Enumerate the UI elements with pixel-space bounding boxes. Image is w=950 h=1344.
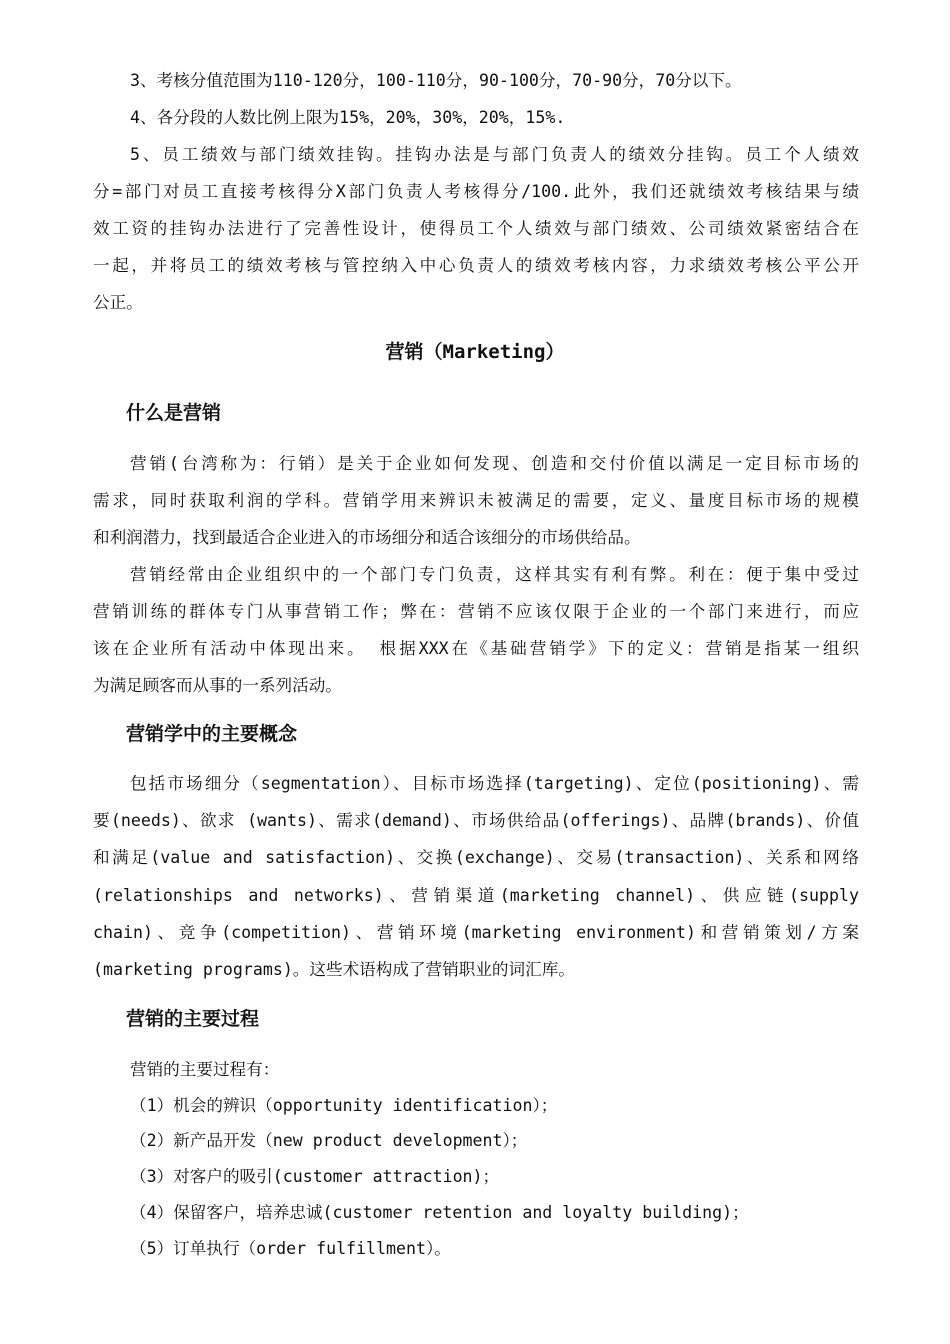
criteria-item-5-line: 效工资的挂钩办法进行了完善性设计，使得员工个人绩效与部门绩效、公司绩效紧密结合在 — [93, 219, 859, 238]
paragraph-line: 和利润潜力，找到最适合企业进入的市场细分和适合该细分的市场供给品。 — [93, 528, 641, 547]
paragraph-line: 包括市场细分（segmentation）、目标市场选择(targeting)、定位(positioning)、需 — [130, 774, 859, 793]
criteria-item-5-line: 一起，并将员工的绩效考核与管控纳入中心负责人的绩效考核内容，力求绩效考核公平公开 — [93, 256, 859, 275]
process-list-item: （4）保留客户，培养忠诚(customer retention and loyalty building)； — [130, 1203, 749, 1222]
paragraph-line: (marketing programs)。这些术语构成了营销职业的词汇库。 — [93, 960, 575, 979]
process-list-item: （5）订单执行（order fulfillment）。 — [130, 1239, 451, 1258]
process-list-item: （2）新产品开发（new product development）； — [130, 1131, 528, 1150]
paragraph-line: 和满足(value and satisfaction)、交换(exchange)、交易(transaction)、关系和网络 — [93, 848, 859, 867]
paragraph-line: 该在企业所有活动中体现出来。 根据XXX在《基础营销学》下的定义：营销是指某一组织 — [93, 639, 859, 658]
paragraph-line: 要(needs)、欲求 (wants)、需求(demand)、市场供给品(offerings)、品牌(brands)、价值 — [93, 811, 859, 830]
heading-main-process: 营销的主要过程 — [126, 1008, 260, 1030]
paragraph-line: chain)、竞争(competition)、营销环境(marketing environment)和营销策划/方案 — [93, 923, 859, 942]
criteria-item-5-line: 5、员工绩效与部门绩效挂钩。挂钩办法是与部门负责人的绩效分挂钩。员工个人绩效 — [130, 145, 859, 164]
process-list-item: （3）对客户的吸引(customer attraction)； — [130, 1167, 500, 1186]
paragraph-line: 需求，同时获取利润的学科。营销学用来辨识未被满足的需要，定义、量度目标市场的规模 — [93, 491, 859, 510]
paragraph-line: 为满足顾客而从事的一系列活动。 — [93, 676, 342, 695]
criteria-item-5-line: 公正。 — [93, 293, 143, 312]
process-list-item: （1）机会的辨识（opportunity identification）； — [130, 1096, 558, 1115]
paragraph-line: (relationships and networks)、营销渠道(marketing channel)、供应链(supply — [93, 886, 859, 905]
heading-what-is-marketing: 什么是营销 — [126, 402, 222, 424]
criteria-item-4: 4、各分段的人数比例上限为15%，20%，30%，20%，15%. — [130, 108, 566, 127]
criteria-item-3: 3、考核分值范围为110-120分，100-110分，90-100分，70-90分，70分以下。 — [130, 71, 742, 90]
criteria-item-5-line: 分=部门对员工直接考核得分X部门负责人考核得分/100.此外，我们还就绩效考核结果与绩 — [93, 182, 859, 201]
paragraph-line: 营销(台湾称为：行销）是关于企业如何发现、创造和交付价值以满足一定目标市场的 — [130, 454, 859, 473]
paragraph-line: 营销经常由企业组织中的一个部门专门负责，这样其实有利有弊。利在：便于集中受过 — [130, 565, 859, 584]
paragraph-line: 营销训练的群体专门从事营销工作；弊在：营销不应该仅限于企业的一个部门来进行，而应 — [93, 602, 859, 621]
heading-main-concepts: 营销学中的主要概念 — [126, 723, 298, 745]
section-title: 营销（Marketing） — [385, 341, 565, 363]
process-intro: 营销的主要过程有： — [130, 1060, 280, 1079]
